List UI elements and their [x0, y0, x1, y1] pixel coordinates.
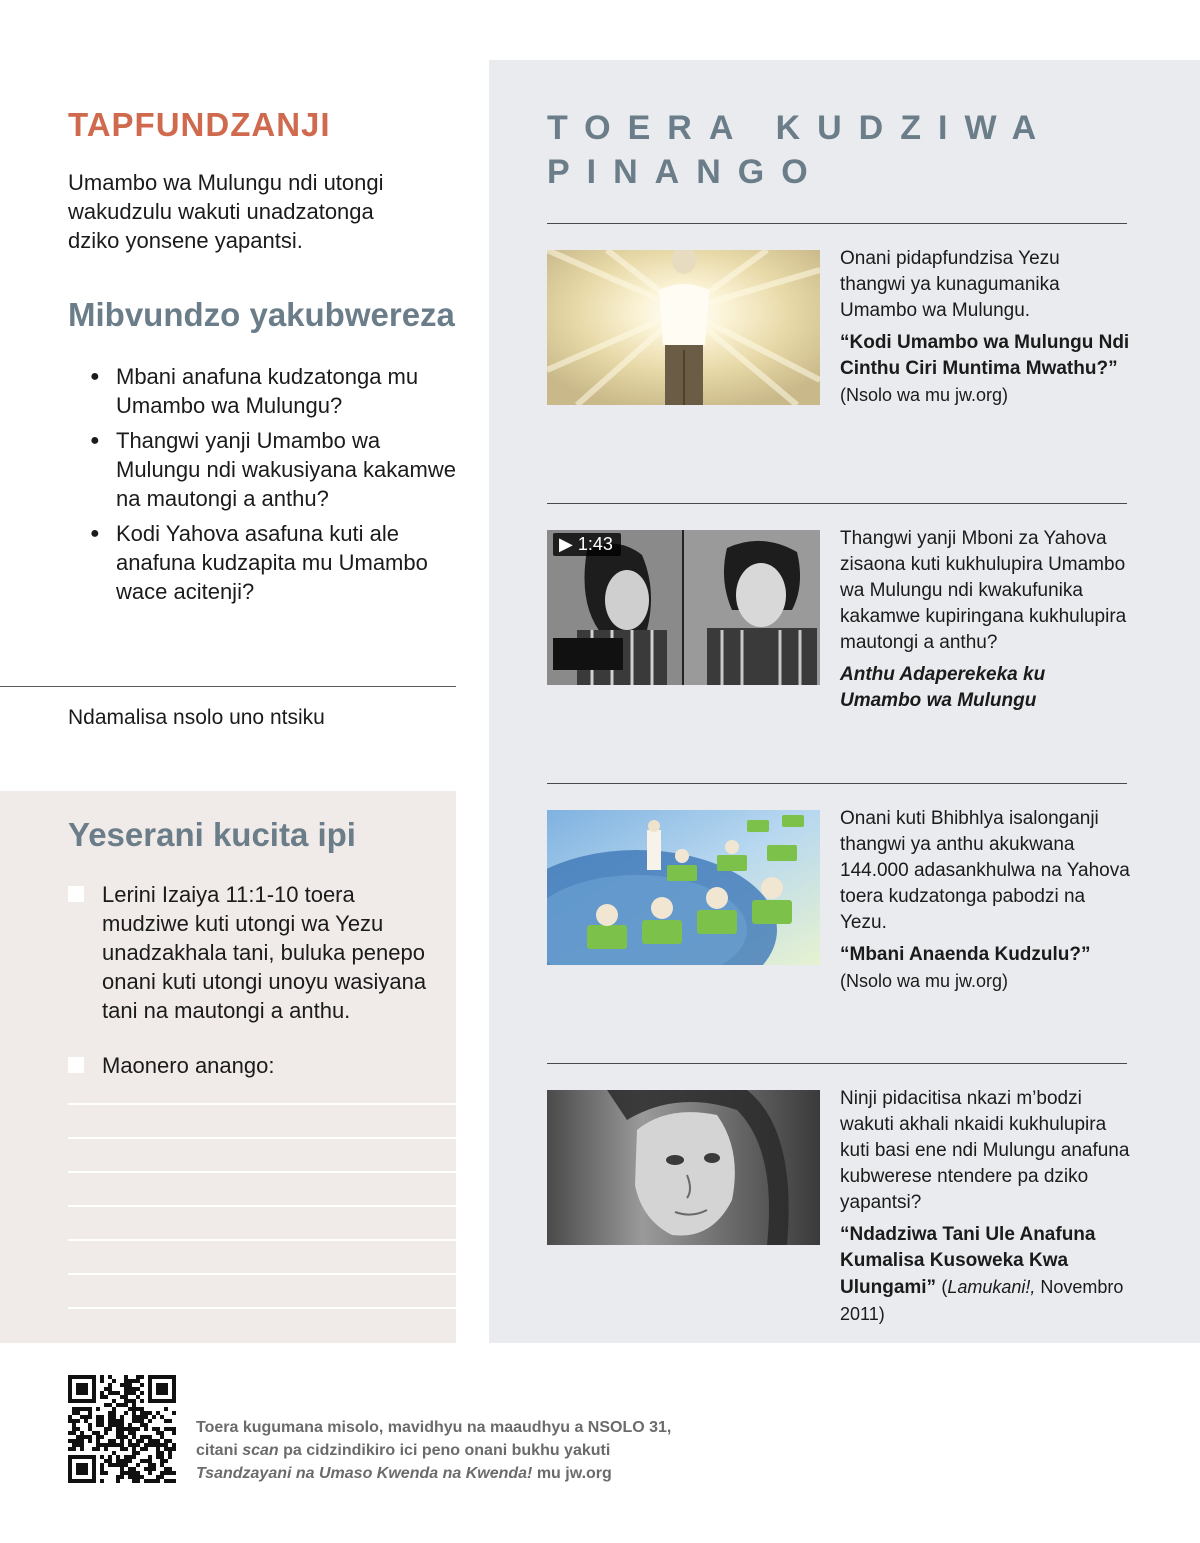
- explore-title: TOERA KUDZIWA PINANGO: [547, 109, 1052, 191]
- explore-question: Ninji pidacitisa nkazi m’bodzi wakuti akhali nkaidi kukhulupira kuti basi ene ndi Mulungu anafuna kubwerese ntendere pa dziko yapantsi?: [840, 1088, 1130, 1213]
- note-line[interactable]: [68, 1273, 456, 1275]
- note-line[interactable]: [68, 1171, 456, 1173]
- source-label: (Nsolo wa mu jw.org): [840, 971, 1009, 991]
- video-duration-badge: ▶ 1:43: [553, 533, 621, 556]
- explore-question: Onani kuti Bhibhlya isalonganji thangwi ya anthu akukwana 144.000 adasankhulwa na Yahova toera kudzatonga pabodzi na Yezu.: [840, 808, 1130, 933]
- note-line[interactable]: [68, 1307, 456, 1309]
- article-thumbnail[interactable]: [547, 250, 820, 405]
- article-thumbnail[interactable]: [547, 810, 820, 965]
- explore-item: [840, 246, 1130, 409]
- review-question: ● Thangwi yanji Umambo wa Mulungu ndi wakusiyana kakamwe na mautongi a anthu?: [90, 426, 460, 513]
- finished-date-label: Ndamalisa nsolo uno ntsiku: [68, 706, 325, 729]
- article-thumbnail[interactable]: [547, 1090, 820, 1245]
- divider: [547, 783, 1127, 784]
- divider: [0, 686, 456, 687]
- source-label: (Lamukani!, Novembro 2011): [840, 1277, 1124, 1324]
- try-it-title: Yeserani kucita ipi: [68, 816, 356, 853]
- note-line[interactable]: [68, 1137, 456, 1139]
- note-line[interactable]: [68, 1103, 456, 1105]
- article-link[interactable]: “Ndadziwa Tani Ule Anafuna Kumalisa Kusoweka Kwa Ulungami”: [840, 1224, 1096, 1298]
- source-label: (Nsolo wa mu jw.org): [840, 385, 1009, 405]
- checkbox-icon[interactable]: [68, 1057, 84, 1073]
- note-line[interactable]: [68, 1239, 456, 1241]
- divider: [547, 503, 1127, 504]
- task-text: Maonero anango:: [102, 1053, 275, 1078]
- footer-note: Toera kugumana misolo, mavidhyu na maaudhyu a NSOLO 31, citani scan pa cidzindikiro ici peno onani bukhu yakuti Tsandzayani na Umaso Kwenda na Kwenda! mu jw.org: [196, 1419, 672, 1482]
- article-link[interactable]: “Kodi Umambo wa Mulungu Ndi Cinthu Ciri Muntima Mwathu?”: [840, 332, 1130, 379]
- task-text: Lerini Izaiya 11:1-10 toera mudziwe kuti utongi wa Yezu unadzakhala tani, buluka penepo onani kuti utongi unoyu wasiyana tani na mautongi a anthu.: [102, 882, 427, 1023]
- explore-item: [840, 1086, 1130, 1328]
- divider: [547, 1063, 1127, 1064]
- review-question: ● Mbani anafuna kudzatonga mu Umambo wa Mulungu?: [90, 362, 460, 420]
- try-it-task: [68, 880, 438, 1025]
- explore-item: [840, 806, 1130, 995]
- explore-item: [840, 526, 1130, 714]
- review-question: ● Kodi Yahova asafuna kuti ale anafuna kudzapita mu Umambo wace acitenji?: [90, 519, 460, 606]
- video-link[interactable]: Anthu Adaperekeka ku Umambo wa Mulungu: [840, 664, 1046, 711]
- explore-question: Thangwi yanji Mboni za Yahova zisaona kuti kukhulupira Umambo wa Mulungu ndi kwakufunika kakamwe kupiringana kukhulupira mautongi a anthu?: [840, 528, 1127, 653]
- summary-text: Umambo wa Mulungu ndi utongi wakudzulu wakuti unadzatonga dziko yonsene yapantsi.: [68, 170, 384, 253]
- checkbox-icon[interactable]: [68, 886, 84, 902]
- note-line[interactable]: [68, 1205, 456, 1207]
- explore-question: Onani pidapfundzisa Yezu thangwi ya kunagumanika Umambo wa Mulungu.: [840, 248, 1060, 321]
- try-it-task: [68, 1051, 438, 1080]
- review-questions-list: [90, 362, 460, 612]
- qr-code-icon[interactable]: [68, 1375, 176, 1483]
- divider: [547, 223, 1127, 224]
- summary-title: TAPFUNDZANJI: [68, 106, 331, 143]
- review-title: Mibvundzo yakubwereza: [68, 296, 455, 333]
- article-link[interactable]: “Mbani Anaenda Kudzulu?”: [840, 944, 1091, 965]
